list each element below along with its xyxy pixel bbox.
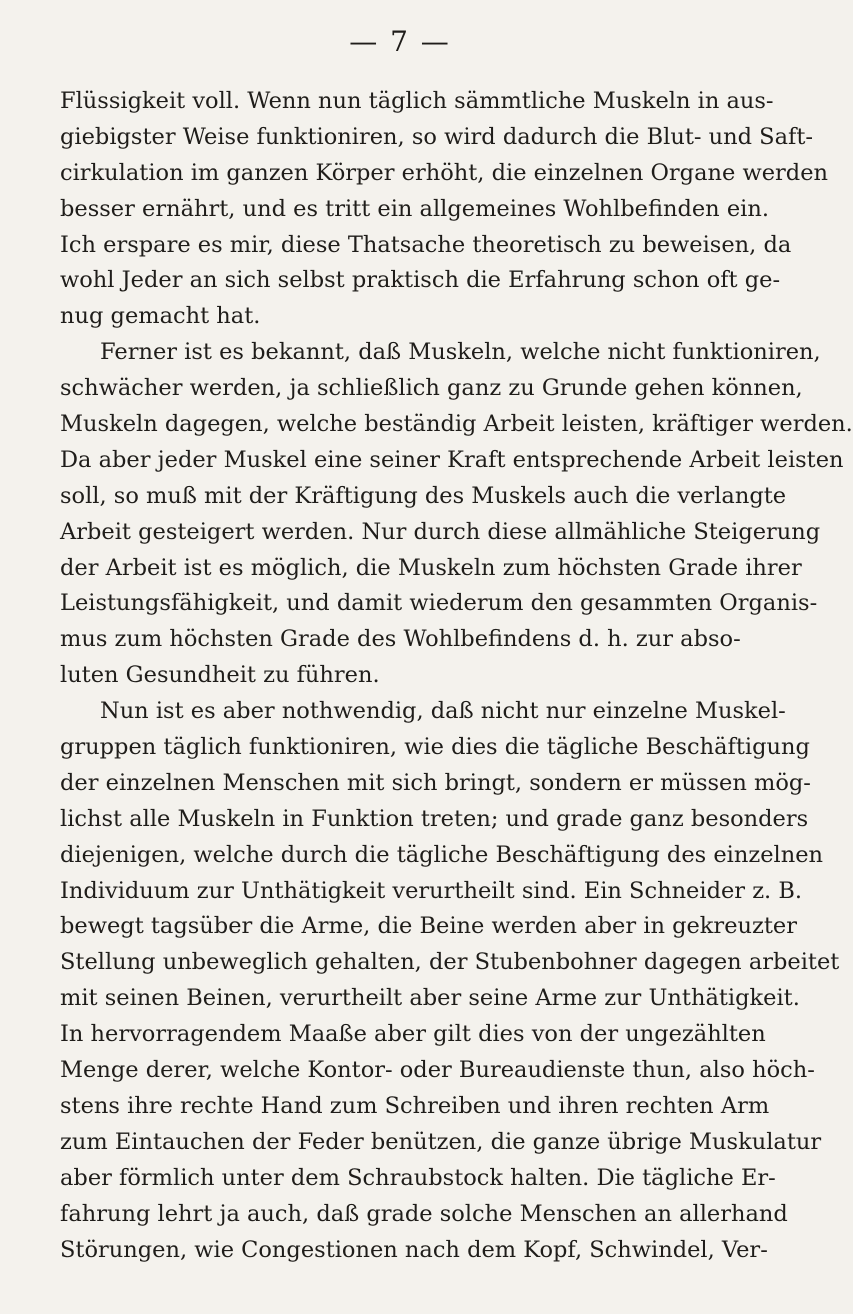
text-line: luten Gesundheit zu führen. [60, 662, 380, 689]
text-line: fahrung lehrt ja auch, daß grade solche Menschen an allerhand [60, 1200, 788, 1227]
text-line: Arbeit gesteigert werden. Nur durch diese allmähliche Steigerung [60, 518, 821, 545]
text-line: Nun ist es aber nothwendig, daß nicht nur einzelne Muskel- [100, 698, 786, 725]
text-line: Individuum zur Unthätigkeit verurtheilt sind. Ein Schneider z. B. [60, 877, 803, 904]
body-text [60, 84, 853, 1268]
text-line: cirkulation im ganzen Körper erhöht, die einzelnen Organe werden [60, 159, 828, 186]
text-line: der Arbeit ist es möglich, die Muskeln zum höchsten Grade ihrer [60, 554, 802, 581]
page-number: — 7 — [349, 25, 451, 58]
text-line: gruppen täglich funktioniren, wie dies die tägliche Beschäftigung [60, 734, 810, 761]
text-line: soll, so muß mit der Kräftigung des Muskels auch die verlangte [60, 482, 787, 509]
text-line: schwächer werden, ja schließlich ganz zu Grunde gehen können, [60, 375, 803, 402]
text-line: bewegt tagsüber die Arme, die Beine werden aber in gekreuzter [60, 913, 797, 940]
text-line: mit seinen Beinen, verurtheilt aber seine Arme zur Unthätigkeit. [60, 985, 800, 1012]
text-line: Ferner ist es bekannt, daß Muskeln, welche nicht funktioniren, [100, 339, 821, 366]
text-line: Menge derer, welche Kontor- oder Bureaudienste thun, also höch- [60, 1057, 815, 1084]
text-line: mus zum höchsten Grade des Wohlbefindens d. h. zur abso- [60, 626, 741, 653]
text-line: wohl Jeder an sich selbst praktisch die Erfahrung schon oft ge- [60, 267, 781, 294]
text-line: Störungen, wie Congestionen nach dem Kopf, Schwindel, Ver- [60, 1236, 768, 1263]
text-line: besser ernährt, und es tritt ein allgemeines Wohlbefinden ein. [60, 195, 769, 222]
text-line: Ich erspare es mir, diese Thatsache theoretisch zu beweisen, da [60, 231, 792, 258]
text-line: Leistungsfähigkeit, und damit wiederum den gesammten Organis- [60, 590, 818, 617]
text-line: Da aber jeder Muskel eine seiner Kraft entsprechende Arbeit leisten [60, 446, 844, 473]
text-line: zum Eintauchen der Feder benützen, die ganze übrige Muskulatur [60, 1128, 822, 1155]
text-line: lichst alle Muskeln in Funktion treten; und grade ganz besonders [60, 805, 809, 832]
text-line: Flüssigkeit voll. Wenn nun täglich sämmtliche Muskeln in aus- [60, 88, 774, 114]
text-line: giebigster Weise funktioniren, so wird dadurch die Blut- und Saft- [60, 123, 813, 150]
text-line: Muskeln dagegen, welche beständig Arbeit leisten, kräftiger werden. [60, 411, 853, 438]
text-line: In hervorragendem Maaße aber gilt dies von der ungezählten [60, 1021, 766, 1048]
text-line: aber förmlich unter dem Schraubstock halten. Die tägliche Er- [60, 1164, 776, 1191]
text-line: nug gemacht hat. [60, 303, 261, 330]
text-line: Stellung unbeweglich gehalten, der Stubenbohner dagegen arbeitet [60, 949, 840, 976]
text-line: stens ihre rechte Hand zum Schreiben und ihren rechten Arm [60, 1092, 770, 1119]
text-line: diejenigen, welche durch die tägliche Beschäftigung des einzelnen [60, 841, 824, 868]
text-line: der einzelnen Menschen mit sich bringt, sondern er müssen mög- [60, 769, 811, 796]
